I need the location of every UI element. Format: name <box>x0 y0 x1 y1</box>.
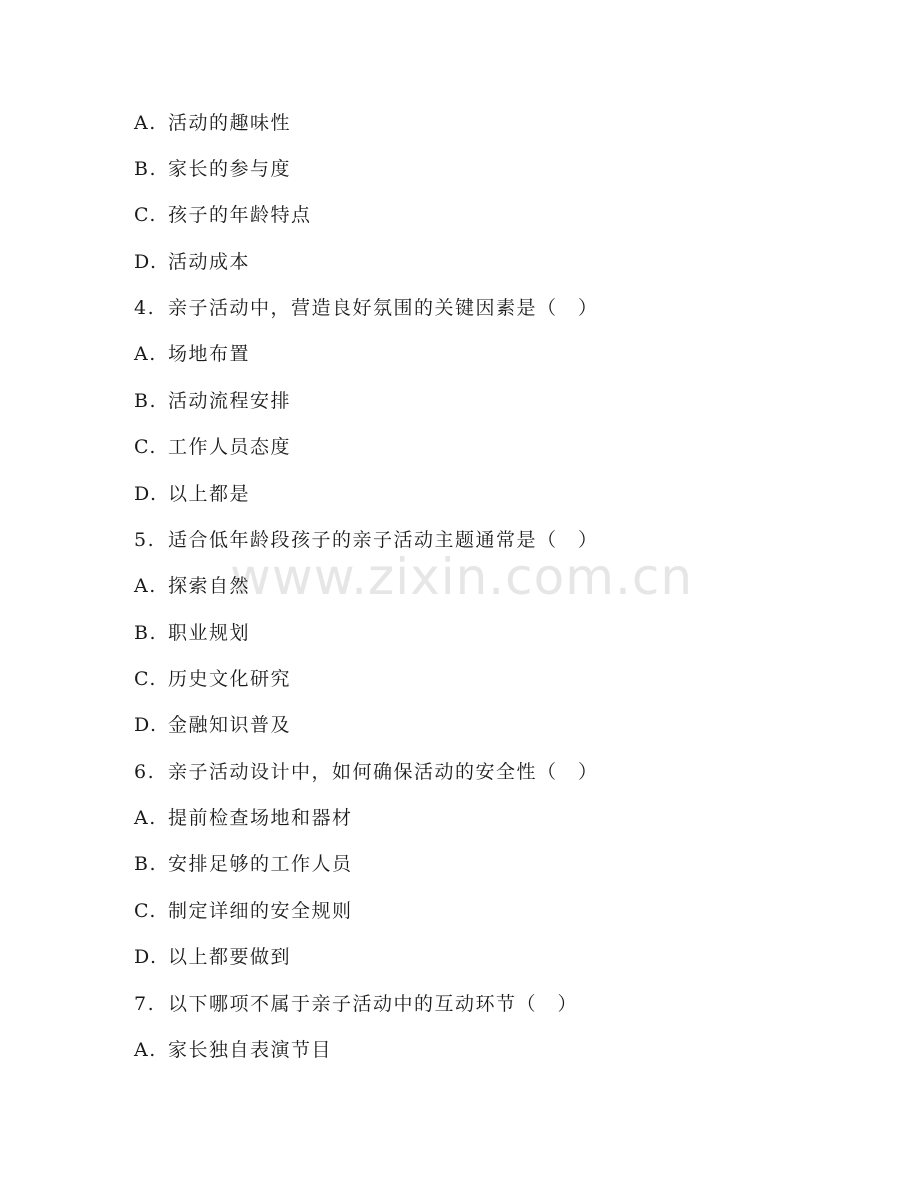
option-line <box>134 479 250 509</box>
option-text: 孩子的年龄特点 <box>168 204 312 226</box>
option-line <box>134 664 291 694</box>
option-text: 金融知识普及 <box>168 714 292 736</box>
option-line <box>134 849 353 879</box>
option-marker: C. <box>134 900 157 922</box>
option-marker: D. <box>134 483 158 505</box>
option-line <box>134 1035 332 1065</box>
option-text: 安排足够的工作人员 <box>168 853 353 875</box>
option-line <box>134 108 291 138</box>
option-line <box>134 154 291 184</box>
option-text: 提前检查场地和器材 <box>168 807 353 829</box>
question-line <box>134 757 599 787</box>
option-line <box>134 386 291 416</box>
question-number: 7. <box>134 993 156 1015</box>
question-number: 5. <box>134 529 156 551</box>
option-marker: A. <box>134 575 157 597</box>
option-text: 以上都是 <box>168 483 251 505</box>
option-line <box>134 571 250 601</box>
question-text: 亲子活动中，营造良好氛围的关键因素是（ ） <box>168 297 599 319</box>
option-text: 职业规划 <box>168 622 251 644</box>
question-text: 以下哪项不属于亲子活动中的互动环节（ ） <box>168 993 579 1015</box>
option-marker: A. <box>134 112 157 134</box>
option-marker: B. <box>134 853 158 875</box>
watermark: www.zixin.com.cn <box>230 548 694 606</box>
question-number: 6. <box>134 761 156 783</box>
option-marker: C. <box>134 436 157 458</box>
option-text: 家长独自表演节目 <box>168 1039 333 1061</box>
option-text: 制定详细的安全规则 <box>168 900 353 922</box>
option-line <box>134 896 353 926</box>
option-marker: A. <box>134 1039 157 1061</box>
option-text: 活动成本 <box>168 251 251 273</box>
option-marker: B. <box>134 390 158 412</box>
question-text: 适合低年龄段孩子的亲子活动主题通常是（ ） <box>168 529 599 551</box>
option-marker: C. <box>134 668 157 690</box>
option-text: 工作人员态度 <box>168 436 292 458</box>
question-number: 4. <box>134 297 156 319</box>
option-marker: A. <box>134 343 157 365</box>
option-line <box>134 710 291 740</box>
option-marker: C. <box>134 204 157 226</box>
option-text: 活动的趣味性 <box>168 112 292 134</box>
option-line <box>134 618 250 648</box>
option-marker: D. <box>134 946 158 968</box>
option-line <box>134 803 353 833</box>
option-marker: B. <box>134 158 158 180</box>
option-line <box>134 247 250 277</box>
option-text: 以上都要做到 <box>168 946 292 968</box>
option-text: 家长的参与度 <box>168 158 292 180</box>
option-text: 探索自然 <box>168 575 251 597</box>
option-text: 场地布置 <box>168 343 251 365</box>
option-marker: D. <box>134 251 158 273</box>
option-line <box>134 942 291 972</box>
question-line <box>134 525 599 555</box>
option-line <box>134 432 291 462</box>
option-marker: B. <box>134 622 158 644</box>
question-text: 亲子活动设计中，如何确保活动的安全性（ ） <box>168 761 599 783</box>
option-text: 活动流程安排 <box>168 390 292 412</box>
question-line <box>134 989 578 1019</box>
option-text: 历史文化研究 <box>168 668 292 690</box>
option-line <box>134 200 312 230</box>
option-marker: A. <box>134 807 157 829</box>
option-marker: D. <box>134 714 158 736</box>
option-line <box>134 339 250 369</box>
question-line <box>134 293 599 323</box>
